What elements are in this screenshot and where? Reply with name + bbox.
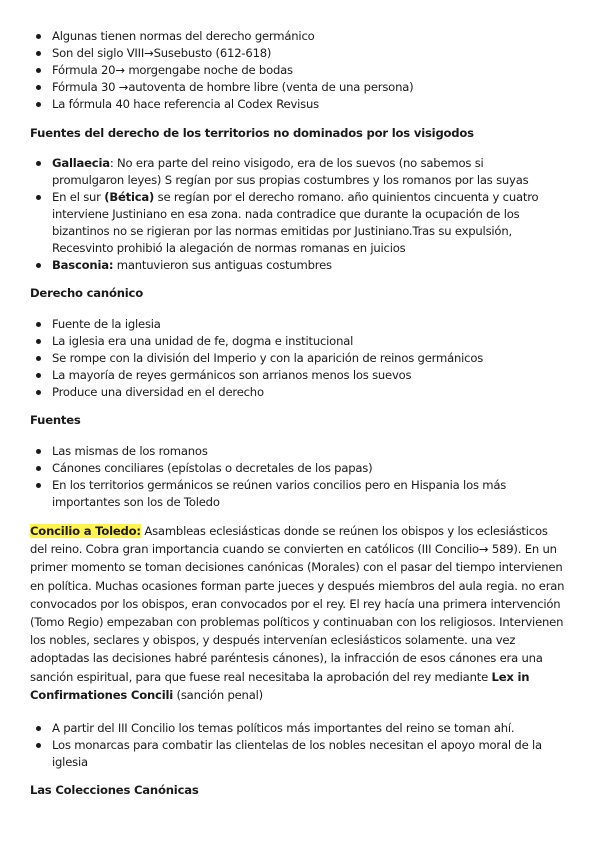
item-text: mantuvieron sus antiguas costumbres [113, 258, 332, 272]
list-item: En los territorios germánicos se reúnen varios concilios pero en Hispania los más importantes son los de Toledo [34, 477, 554, 511]
list-item: Algunas tienen normas del derecho germánico [34, 28, 554, 45]
highlighted-term: Concilio a Toledo: [30, 524, 141, 538]
list-item: Las mismas de los romanos [34, 443, 554, 460]
section-heading: Fuentes del derecho de los territorios no dominados por los visigodos [30, 126, 474, 140]
list-item [34, 257, 554, 274]
bold-term: Basconia: [52, 258, 114, 272]
paragraph-tail: (sanción penal) [173, 687, 263, 702]
list-item: Son del siglo VIII→Susebusto (612-618) [34, 45, 554, 62]
concilio-paragraph [30, 522, 568, 704]
formulas-list [34, 28, 554, 113]
item-text: se regían por el derecho romano. año quinientos cincuenta y cuatro interviene Justiniano en esa zona. nada contradice que durante la ocupación de los bizantinos no se rigieran por las normas emitidas por Justiniano.Tras su expulsión, Recesvinto prohibió la alegación de normas romanas en juicios [52, 190, 539, 255]
item-text: : No era parte del reino visigodo, era de los suevos (no sabemos si promulgaron leyes) S regían por sus propias costumbres y los romanos por las suyas [52, 156, 529, 187]
council-list [34, 720, 554, 771]
paragraph-text: Asambleas eclesiásticas donde se reúnen los obispos y los eclesiásticos del reino. Cobra gran importancia cuando se convierten en católicos (III Concilio→ 589). En un primer momento se toman decisiones canónicas (Morales) con el pasar del tiempo intervienen en política. Muchas ocasiones forman parte jueces y después miembros del aula regia. no eran convocados por los obispos, eran convocados por el rey. El rey hacía una primera intervención (Tomo Regio) empezaban con problemas políticos y continuaban con los religiosos. Intervienen los nobles, seclares y obispos, y después intervenían eclesiásticos solamente. una vez adoptadas las decisiones habré paréntesis cánones), la infracción de esos cánones era una sanción espiritual, para que fuese real necesitaba la aprobación del rey mediante [30, 524, 565, 684]
list-item: Cánones conciliares (epístolas o decretales de los papas) [34, 460, 554, 477]
list-item: Fórmula 30 →autoventa de hombre libre (venta de una persona) [34, 79, 554, 96]
list-item [34, 189, 554, 257]
section-heading: Fuentes [30, 413, 81, 427]
section-heading: Derecho canónico [30, 286, 143, 300]
list-item: Produce una diversidad en el derecho [34, 384, 554, 401]
list-item: La iglesia era una unidad de fe, dogma e institucional [34, 333, 554, 350]
territories-list [34, 155, 554, 274]
list-item: Los monarcas para combatir las clientelas de los nobles necesitan el apoyo moral de la iglesia [34, 737, 554, 771]
section-heading: Las Colecciones Canónicas [30, 783, 199, 797]
item-prefix: En el sur [52, 190, 105, 204]
canon-law-list [34, 316, 554, 401]
list-item [34, 155, 554, 189]
sources-list [34, 443, 554, 511]
bold-term: Gallaecia [52, 156, 110, 170]
list-item: A partir del III Concilio los temas políticos más importantes del reino se toman ahí. [34, 720, 554, 737]
list-item: Fórmula 20→ morgengabe noche de bodas [34, 62, 554, 79]
bold-term: Lex in Confirmationes Concili [30, 669, 530, 702]
list-item: La fórmula 40 hace referencia al Codex Revisus [34, 96, 554, 113]
list-item: Fuente de la iglesia [34, 316, 554, 333]
bold-term: (Bética) [104, 190, 155, 204]
list-item: La mayoría de reyes germánicos son arrianos menos los suevos [34, 367, 554, 384]
list-item: Se rompe con la división del Imperio y con la aparición de reinos germánicos [34, 350, 554, 367]
